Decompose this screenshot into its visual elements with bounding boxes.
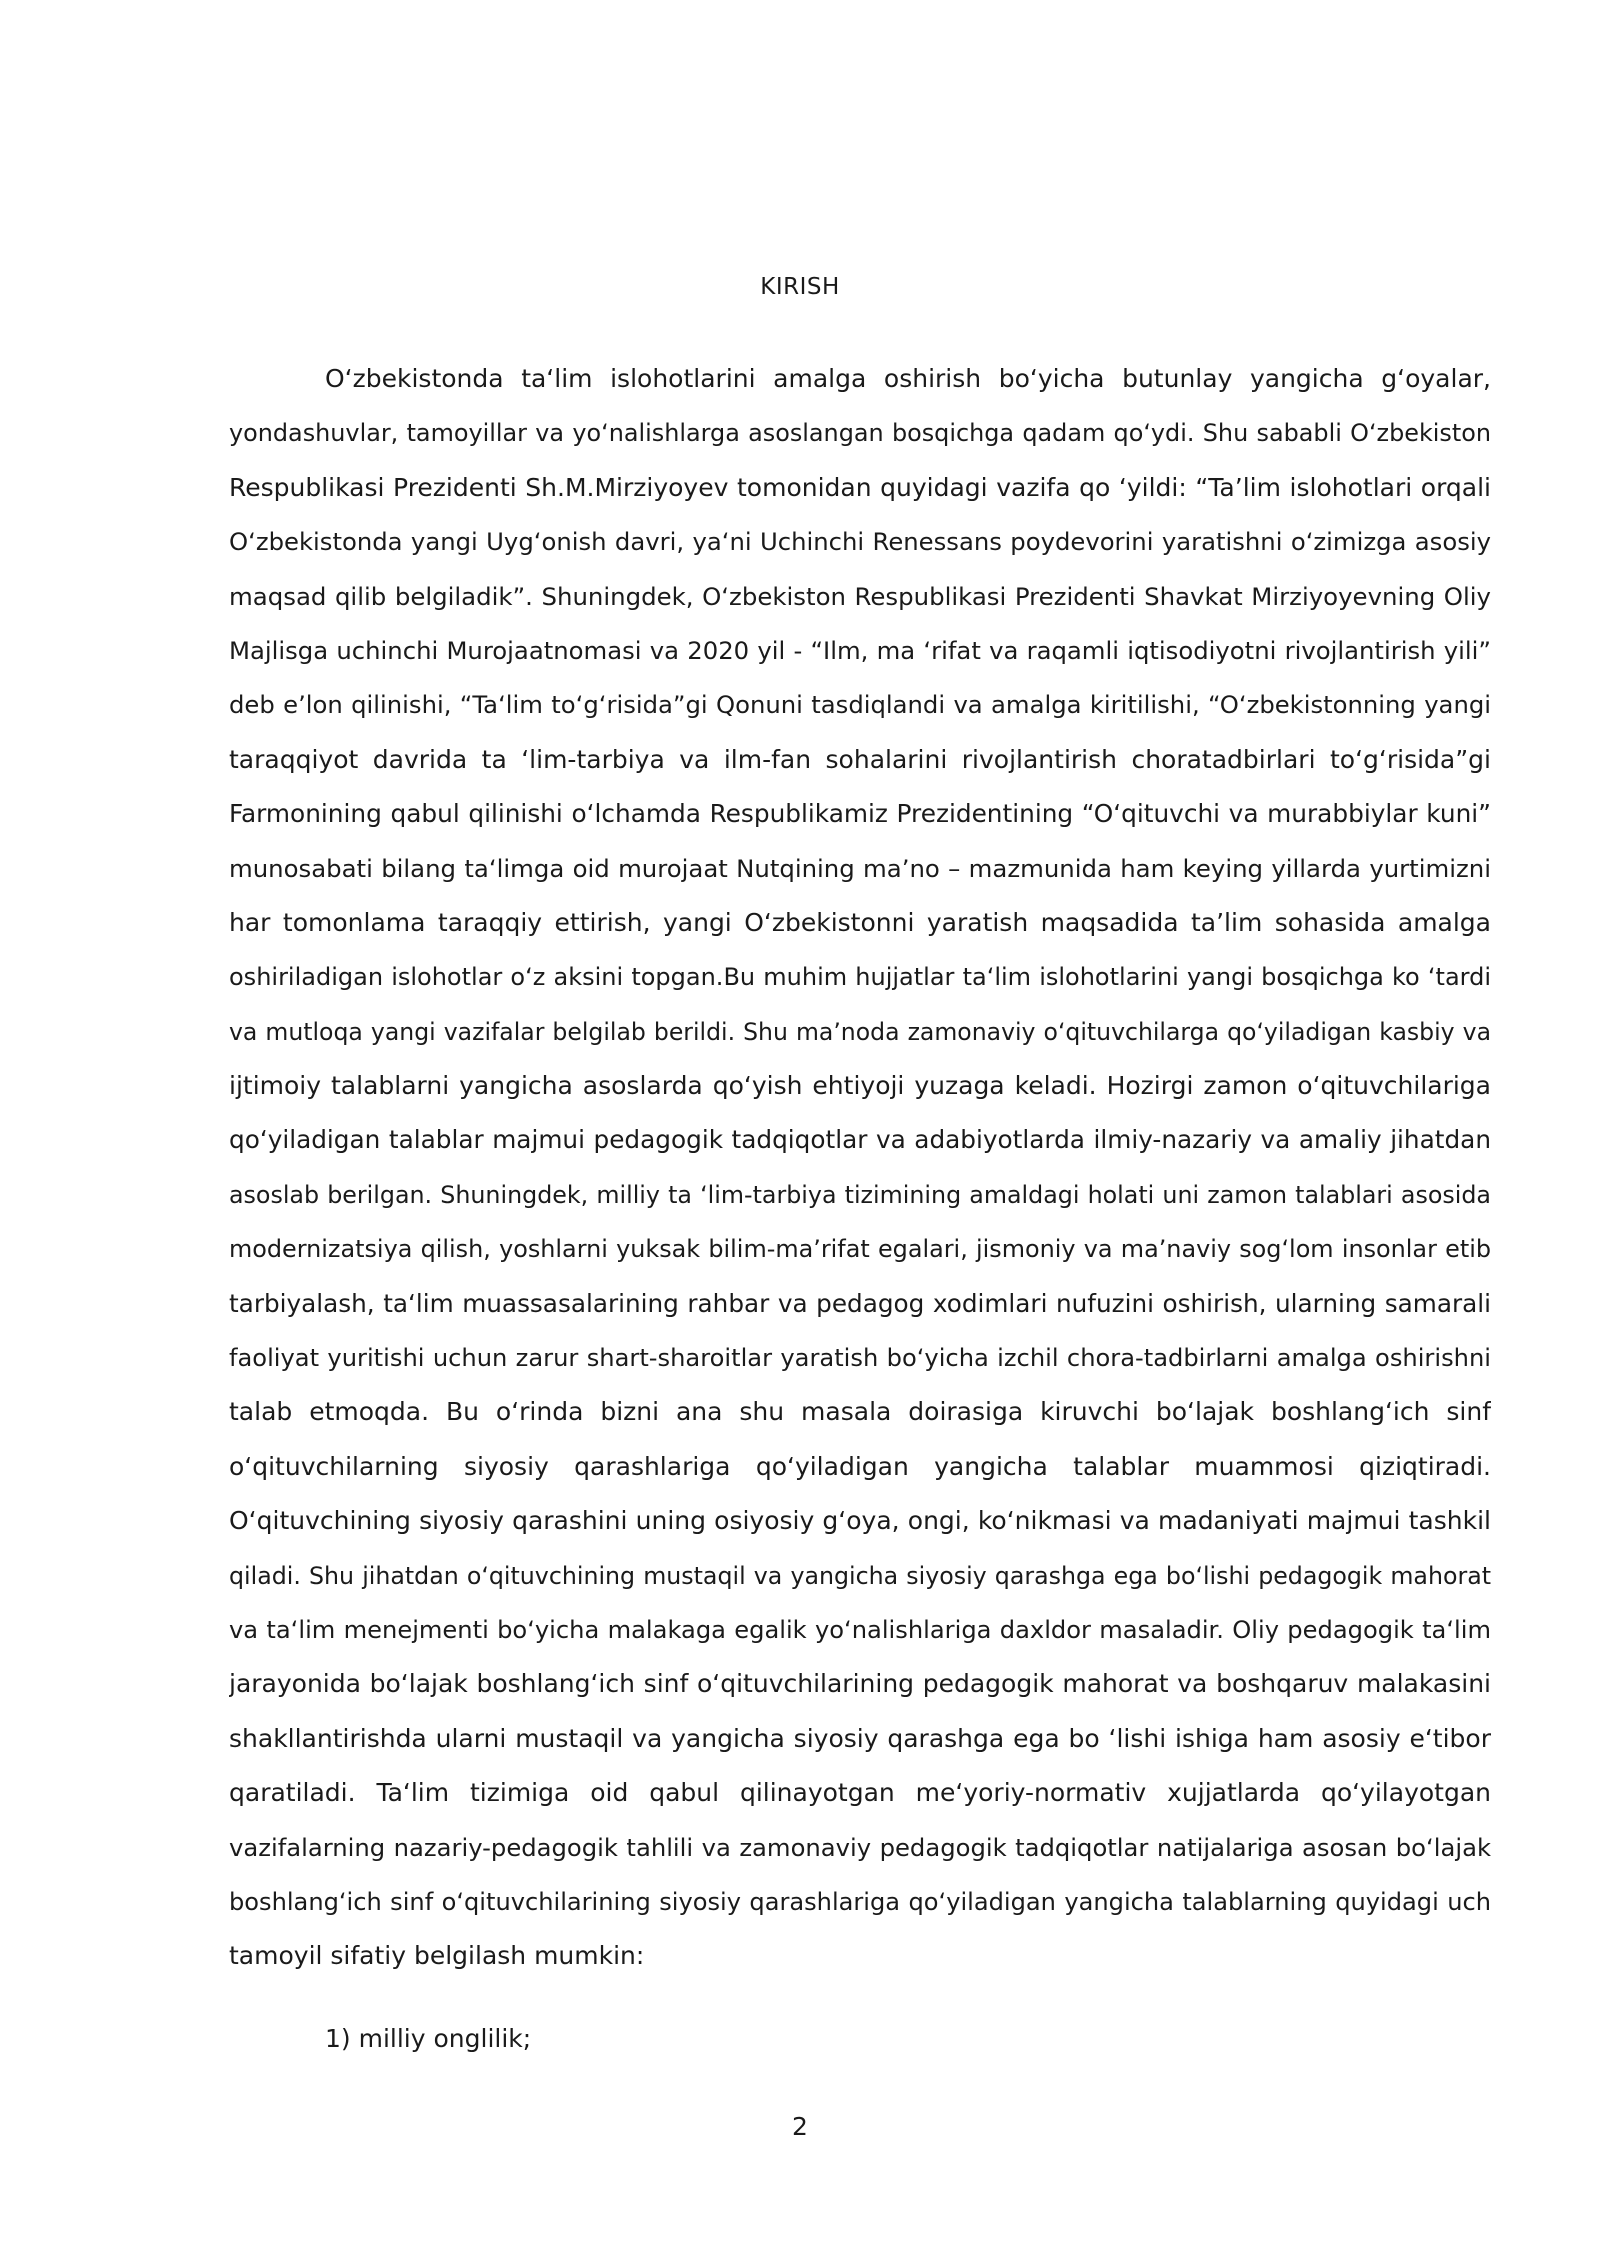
paragraph-line: Majlisga uchinchi Murojaatnomasi va 2020 yil - “Ilm, ma ‘rifat va raqamli iqtisodiyotni rivojlantirish yili” — [229, 635, 1491, 665]
paragraph-line: maqsad qilib belgiladik”. Shuningdek, O‘zbekiston Respublikasi Prezidenti Shavkat Mirziyoyevning Oliy — [229, 581, 1491, 611]
paragraph-line: munosabati bilang ta‘limga oid murojaat Nutqining ma’no – mazmunida ham keying yillarda yurtimizni — [229, 853, 1491, 883]
paragraph-line: Respublikasi Prezidenti Sh.M.Mirziyoyev tomonidan quyidagi vazifa qo ‘yildi: “Ta’lim islohotlari orqali — [229, 472, 1491, 502]
paragraph-line: shakllantirishda ularni mustaqil va yangicha siyosiy qarashga ega bo ‘lishi ishiga ham asosiy e‘tibor — [229, 1723, 1491, 1753]
paragraph-line: va ta‘lim menejmenti bo‘yicha malakaga egalik yo‘nalishlariga daxldor masaladir. Oliy pedagogik ta‘lim — [229, 1615, 1491, 1644]
paragraph-line: boshlang‘ich sinf o‘qituvchilarining siyosiy qarashlariga qo‘yiladigan yangicha talablarning quyidagi uch — [229, 1887, 1491, 1916]
paragraph-line: talab etmoqda. Bu o‘rinda bizni ana shu masala doirasiga kiruvchi bo‘lajak boshlang‘ich sinf — [229, 1397, 1491, 1427]
paragraph-line: O‘zbekistonda ta‘lim islohotlarini amalga oshirish bo‘yicha butunlay yangicha g‘oyalar, — [325, 364, 1491, 393]
paragraph-line: qo‘yiladigan talablar majmui pedagogik tadqiqotlar va adabiyotlarda ilmiy-nazariy va amaliy jihatdan — [229, 1125, 1491, 1155]
paragraph-line: O‘zbekistonda yangi Uyg‘onish davri, ya‘ni Uchinchi Renessans poydevorini yaratishni o‘zimizga asosiy — [229, 527, 1491, 557]
page-number: 2 — [792, 2112, 808, 2141]
paragraph-line: tarbiyalash, ta‘lim muassasalarining rahbar va pedagog xodimlari nufuzini oshirish, ularning samarali — [229, 1288, 1491, 1318]
paragraph-line: deb e’lon qilinishi, “Ta‘lim to‘g‘risida”gi Qonuni tasdiqlandi va amalga kiritilishi, “O‘zbekistonning yangi — [229, 690, 1491, 720]
paragraph-line: Farmonining qabul qilinishi o‘lchamda Respublikamiz Prezidentining “O‘qituvchi va murabbiylar kuni” — [229, 799, 1491, 829]
paragraph-line: oshiriladigan islohotlar o‘z aksini topgan.Bu muhim hujjatlar ta‘lim islohotlarini yangi bosqichga ko ‘tardi — [229, 963, 1491, 992]
document-heading: KIRISH — [760, 274, 840, 300]
paragraph-line: ijtimoiy talablarni yangicha asoslarda qo‘yish ehtiyoji yuzaga keladi. Hozirgi zamon o‘qituvchilariga — [229, 1071, 1491, 1101]
paragraph-line: qaratiladi. Ta‘lim tizimiga oid qabul qilinayotgan me‘yoriy-normativ xujjatlarda qo‘yilayotgan — [229, 1778, 1491, 1808]
paragraph-line: har tomonlama taraqqiy ettirish, yangi O‘zbekistonni yaratish maqsadida ta’lim sohasida amalga — [229, 907, 1491, 937]
paragraph-line: taraqqiyot davrida ta ‘lim-tarbiya va ilm-fan sohalarini rivojlantirish choratadbirlari to‘g‘risida”gi — [229, 744, 1491, 774]
paragraph-line: qiladi. Shu jihatdan o‘qituvchining mustaqil va yangicha siyosiy qarashga ega bo‘lishi pedagogik mahorat — [229, 1561, 1491, 1590]
paragraph-line: tamoyil sifatiy belgilash mumkin: — [229, 1941, 645, 1971]
paragraph-line: asoslab berilgan. Shuningdek, milliy ta ‘lim-tarbiya tizimining amaldagi holati uni zamon talablari asosida — [229, 1180, 1491, 1209]
paragraph-line: modernizatsiya qilish, yoshlarni yuksak bilim-ma’rifat egalari, jismoniy va ma’naviy sog‘lom insonlar etib — [229, 1235, 1491, 1264]
paragraph-line: va mutloqa yangi vazifalar belgilab berildi. Shu ma’noda zamonaviy o‘qituvchilarga qo‘yiladigan kasbiy va — [229, 1017, 1491, 1046]
paragraph-line: o‘qituvchilarning siyosiy qarashlariga qo‘yiladigan yangicha talablar muammosi qiziqtiradi. — [229, 1451, 1491, 1481]
paragraph-line: O‘qituvchining siyosiy qarashini uning osiyosiy g‘oya, ongi, ko‘nikmasi va madaniyati majmui tashkil — [229, 1506, 1491, 1536]
paragraph-line: jarayonida bo‘lajak boshlang‘ich sinf o‘qituvchilarining pedagogik mahorat va boshqaruv malakasini — [229, 1669, 1491, 1699]
paragraph-line: faoliyat yuritishi uchun zarur shart-sharoitlar yaratish bo‘yicha izchil chora-tadbirlarni amalga oshirishni — [229, 1344, 1491, 1373]
body-paragraph — [229, 352, 1491, 1984]
paragraph-line: vazifalarning nazariy-pedagogik tahlili va zamonaviy pedagogik tadqiqotlar natijalariga asosan bo‘lajak — [229, 1832, 1491, 1862]
paragraph-line: yondashuvlar, tamoyillar va yo‘nalishlarga asoslangan bosqichga qadam qo‘ydi. Shu sababli O‘zbekiston — [229, 419, 1491, 448]
list-item: 1) milliy onglilik; — [325, 2024, 532, 2053]
